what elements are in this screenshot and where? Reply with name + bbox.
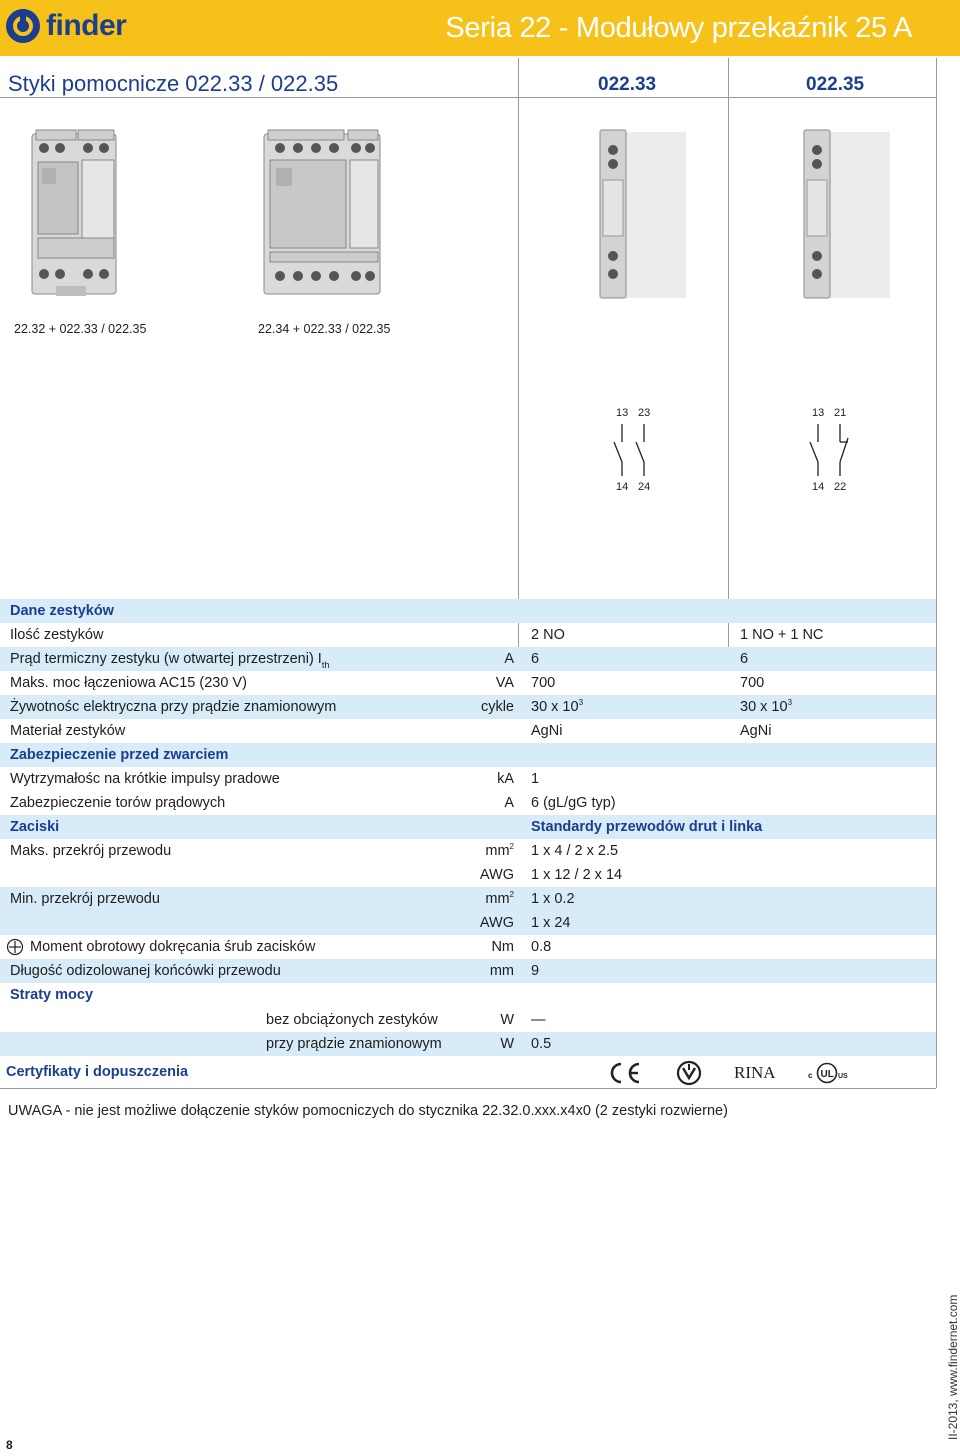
table-row: [0, 863, 936, 887]
value-022-35: 700: [740, 675, 765, 691]
table-section-header: [0, 599, 936, 623]
torque-screw-icon: [6, 938, 24, 956]
value-022-35: AgNi: [740, 723, 772, 739]
table-row: [0, 1032, 936, 1056]
row-unit: kA: [497, 771, 514, 787]
label-subscript: th: [321, 660, 330, 670]
column-header-022-33: 022.33: [598, 74, 657, 95]
row-label: bez obciążonych zestyków: [266, 1012, 438, 1028]
product-photo-022-35: [800, 128, 894, 302]
row-label: Materiał zestyków: [10, 723, 126, 739]
row-label: Straty mocy: [10, 987, 94, 1003]
product-label-1: 22.32 + 022.33 / 022.35: [14, 322, 147, 336]
svg-text:US: US: [838, 1073, 848, 1080]
row-unit: cykle: [480, 699, 514, 715]
table-row: [0, 839, 936, 863]
row-label: Zaciski: [10, 819, 60, 835]
finder-logo: [6, 9, 126, 43]
ce-mark-icon: [606, 1061, 642, 1085]
terminal-label: 21: [834, 407, 847, 419]
column-divider: [728, 58, 729, 650]
terminal-label: 23: [638, 407, 651, 419]
contact-diagram-022-33: [606, 402, 666, 494]
column-divider: [518, 58, 519, 650]
warning-note: UWAGA - nie jest możliwe dołączenie styków pomocniczych do stycznika 22.32.0.xxx.x4x0 (2 zestyki rozwierne): [8, 1103, 728, 1119]
value-022-35: 1 NO + 1 NC: [740, 627, 824, 643]
row-unit: A: [504, 795, 514, 811]
value-022-33: 1: [531, 771, 540, 787]
value-022-33: 0.8: [531, 939, 552, 955]
table-row: [0, 815, 936, 839]
certifications-row: [0, 1060, 936, 1086]
product-photo-22-34: [262, 128, 382, 300]
page-number: 8: [6, 1438, 13, 1452]
svg-text:UL: UL: [820, 1069, 834, 1080]
table-row: [0, 1008, 936, 1032]
row-unit: $mm^2$: [485, 890, 514, 907]
row-unit: AWG: [479, 915, 514, 931]
product-photo-22-32: [30, 128, 118, 300]
finder-logo-icon: [6, 9, 40, 43]
section-title: Dane zestyków: [10, 603, 114, 619]
table-row: [0, 911, 936, 935]
row-label: Wytrzymałośc na krótkie impulsy pradowe: [10, 771, 280, 787]
brand-name: finder: [46, 9, 127, 42]
row-unit: AWG: [479, 867, 514, 883]
table-row: [0, 623, 936, 647]
value-022-33: 1 x 24: [531, 915, 571, 931]
value-022-33: 0.5: [531, 1036, 552, 1052]
terminal-label: 14: [812, 481, 825, 493]
row-unit: W: [500, 1036, 514, 1052]
svg-text:c: c: [808, 1071, 813, 1080]
value-022-33: Standardy przewodów drut i linka: [531, 819, 763, 835]
row-unit: Nm: [491, 939, 514, 955]
table-bottom-rule: [0, 1088, 936, 1089]
header-band: [0, 0, 960, 56]
terminal-label: 22: [834, 481, 847, 493]
table-row: [0, 743, 936, 767]
row-label: Żywotnośc elektryczna przy prądzie znamionowym: [10, 699, 337, 715]
series-title: Seria 22 - Modułowy przekaźnik 25 A: [445, 12, 912, 44]
header-rule: [0, 97, 936, 98]
row-label: Prąd termiczny zestyku (w otwartej przestrzeni) $I_{th}$: [10, 651, 330, 670]
row-label: Ilość zestyków: [10, 627, 104, 643]
table-row: [0, 959, 936, 983]
row-label: Długość odizolowanej końcówki przewodu: [10, 963, 281, 979]
row-label: Zabezpieczenie przed zwarciem: [10, 747, 229, 763]
contact-diagram-022-35: [806, 402, 866, 494]
row-unit: VA: [495, 675, 514, 691]
row-label: Min. przekrój przewodu: [10, 891, 160, 907]
table-row: [0, 671, 936, 695]
row-unit: mm: [489, 963, 514, 979]
product-label-2: 22.34 + 022.33 / 022.35: [258, 322, 391, 336]
row-unit: W: [500, 1012, 514, 1028]
terminal-label: 24: [638, 481, 651, 493]
terminal-label: 13: [812, 407, 825, 419]
table-row: [0, 719, 936, 743]
row-label: Maks. przekrój przewodu: [10, 843, 172, 859]
value-022-35: 6: [740, 651, 749, 667]
value-022-33: 700: [531, 675, 556, 691]
row-unit: $mm^2$: [485, 842, 514, 859]
table-row: [0, 983, 936, 1007]
value-022-33: AgNi: [531, 723, 563, 739]
page-subtitle: Styki pomocnicze 022.33 / 022.35: [8, 71, 339, 96]
table-row: [0, 791, 936, 815]
value-022-33: 1 x 12 / 2 x 14: [531, 867, 623, 883]
row-label: Moment obrotowy dokręcania śrub zacisków: [30, 939, 316, 955]
value-022-33: 30 x $10^3$: [531, 698, 584, 715]
approval-mark-icon: [676, 1060, 702, 1086]
table-row: [0, 695, 936, 719]
row-label: Maks. moc łączeniowa AC15 (230 V): [10, 675, 247, 691]
certifications-label: Certyfikaty i dopuszczenia: [6, 1064, 189, 1080]
table-row: [0, 647, 936, 671]
right-border: [936, 58, 937, 1088]
value-022-35: 30 x $10^3$: [740, 698, 793, 715]
value-022-33: —: [531, 1012, 546, 1028]
row-label: przy prądzie znamionowym: [266, 1036, 442, 1052]
terminal-label: 14: [616, 481, 629, 493]
table-row: [0, 935, 936, 959]
table-row: [0, 767, 936, 791]
value-022-33: 1 x 0.2: [531, 891, 575, 907]
value-022-33: 9: [531, 963, 540, 979]
product-photo-022-33: [596, 128, 690, 302]
value-022-33: 2 NO: [531, 627, 565, 643]
value-022-33: 6: [531, 651, 540, 667]
value-022-33: 1 x 4 / 2 x 2.5: [531, 843, 619, 859]
rina-mark: RINA: [734, 1063, 776, 1082]
row-unit: A: [504, 651, 514, 667]
terminal-label: 13: [616, 407, 629, 419]
row-label: Zabezpieczenie torów prądowych: [10, 795, 226, 811]
footer-date-url: II-2013, www.findernet.com: [946, 1294, 960, 1440]
cul-us-mark-icon: [808, 1061, 850, 1085]
value-022-33: 6 (gL/gG typ): [531, 795, 616, 811]
table-row: [0, 887, 936, 911]
column-header-022-35: 022.35: [806, 74, 865, 95]
